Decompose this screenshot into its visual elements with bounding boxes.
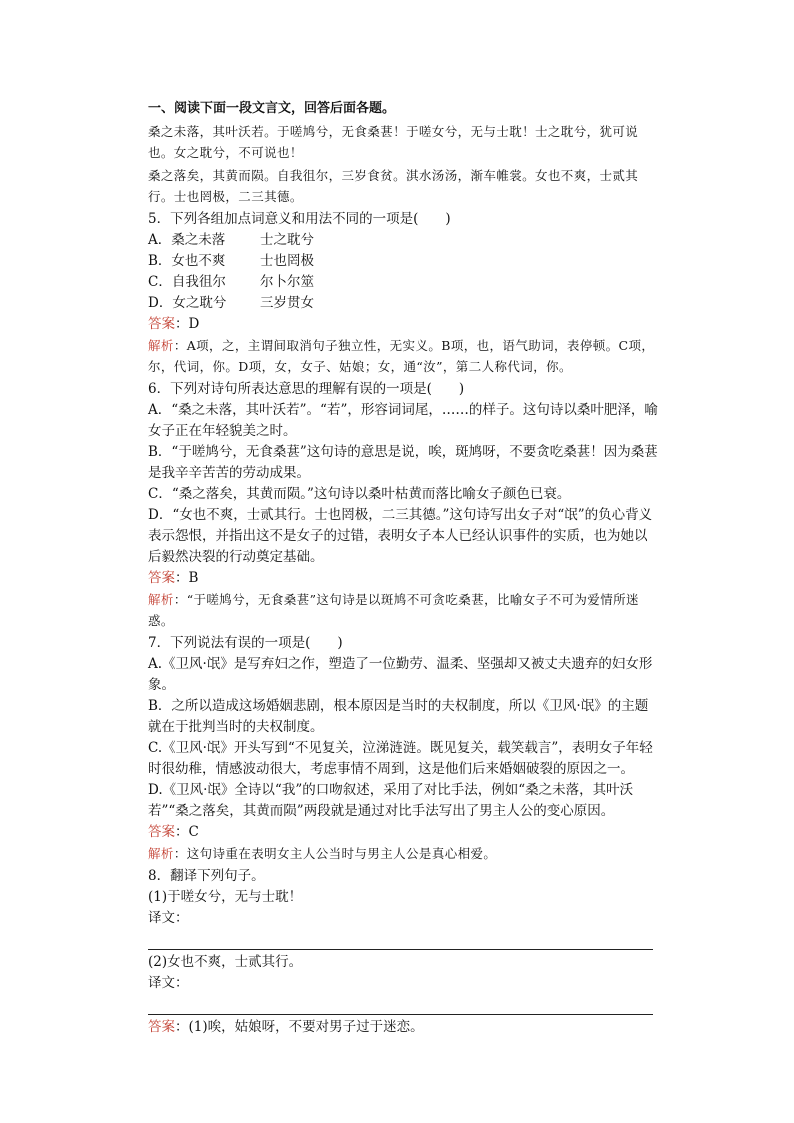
answer-line-2 <box>148 994 653 1015</box>
analysis-text: ：这句诗重在表明女主人公当时与男主人公是真心相爱。 <box>173 846 497 861</box>
answer-label: 答案 <box>148 824 175 840</box>
question-8-answer <box>148 1017 660 1038</box>
analysis-text: ：A项，之，主谓间取消句子独立性，无实义。B项，也，语气助词，表停顿。C项，尔，代词，你。D项，女，女子、姑娘；女，通“汝”，第二人称代词，你。 <box>148 338 655 374</box>
question-7-option-a: A.《卫风·氓》是写弃妇之作，塑造了一位勤劳、温柔、坚强却又被丈夫遗弃的妇女形象。 <box>148 656 653 693</box>
option-right: 士之耽兮 <box>260 232 314 248</box>
question-5-analysis <box>148 335 660 377</box>
analysis-label: 解析 <box>148 338 174 353</box>
question-6-stem: 6．下列对诗句所表达意思的理解有误的一项是( ) <box>148 381 465 397</box>
question-5-option-b <box>148 251 660 272</box>
question-5-option-a <box>148 230 660 251</box>
answer-label: 答案 <box>148 1019 175 1035</box>
analysis-label: 解析 <box>148 846 174 861</box>
option-right: 士也罔极 <box>260 253 314 269</box>
answer-text: ：D <box>175 316 200 332</box>
answer-text: ：C <box>175 824 199 840</box>
answer-label: 答案 <box>148 570 175 586</box>
question-6-answer <box>148 568 660 589</box>
question-7-option-c: C.《卫风·氓》开头写到“不见复关，泣涕涟涟。既见复关，载笑载言”，表明女子年轻时很幼稚，情感波动很大，考虑事情不周到，这是他们后来婚姻破裂的原因之一。 <box>148 740 653 777</box>
analysis-label: 解析 <box>148 592 174 607</box>
question-8-item-2: (2)女也不爽，士贰其行。 <box>148 954 303 970</box>
question-6-option-a: A．“桑之未落，其叶沃若”。“若”，形容词词尾，……的样子。这句诗以桑叶肥泽，喻女子正在年轻貌美之时。 <box>148 402 658 439</box>
document-body <box>148 98 660 1038</box>
question-5-stem: 5．下列各组加点词意义和用法不同的一项是( ) <box>148 211 451 227</box>
answer-label: 答案 <box>148 316 175 332</box>
question-5-option-d <box>148 293 660 314</box>
question-8-item-1: (1)于嗟女兮，无与士耽！ <box>148 889 303 905</box>
question-8-stem: 8．翻译下列句子。 <box>148 868 265 884</box>
question-5-answer <box>148 314 660 335</box>
question-6-option-c: C．“桑之落矣，其黄而陨。”这句诗以桑叶枯黄而落比喻女子颜色已衰。 <box>148 486 571 502</box>
question-6-analysis <box>148 589 660 631</box>
passage-paragraph-2: 桑之落矣，其黄而陨。自我徂尔，三岁食贫。淇水汤汤，渐车帷裳。女也不爽，士贰其行。士也罔极，二三其德。 <box>148 168 639 204</box>
option-left: A．桑之未落 <box>148 232 226 248</box>
question-5-option-c <box>148 272 660 293</box>
analysis-text: ：“于嗟鸠兮，无食桑葚”这句诗是以斑鸠不可贪吃桑葚，比喻女子不可为爱情所迷惑。 <box>148 592 639 628</box>
answer-text: ：B <box>175 570 199 586</box>
option-left: C．自我徂尔 <box>148 274 226 290</box>
question-8-translation-label-2: 译文： <box>148 975 189 991</box>
question-7-answer <box>148 822 660 843</box>
option-left: B．女也不爽 <box>148 253 226 269</box>
option-left: D．女之耽兮 <box>148 295 227 311</box>
section-heading: 一、阅读下面一段文言文，回答后面各题。 <box>148 101 396 116</box>
option-right: 尔卜尔筮 <box>260 274 314 290</box>
question-7-option-d: D.《卫风·氓》全诗以“我”的口吻叙述，采用了对比手法，例如“桑之未落，其叶沃若”“桑之落矣，其黄而陨”两段就是通过对比手法写出了男主人公的变心原因。 <box>148 782 634 819</box>
question-7-stem: 7．下列说法有误的一项是( ) <box>148 635 343 651</box>
question-6-option-d: D．“女也不爽，士贰其行。士也罔极，二三其德。”这句诗写出女子对“氓”的负心背义表示怨恨，并指出这不是女子的过错，表明女子本人已经认识事件的实质，也为她以后毅然决裂的行动奠定基础。 <box>148 507 653 565</box>
question-6-option-b: B．“于嗟鸠兮，无食桑葚”这句诗的意思是说，唉，斑鸠呀，不要贪吃桑葚！因为桑葚是我辛辛苦苦的劳动成果。 <box>148 444 658 481</box>
answer-line-1 <box>148 929 653 950</box>
passage-paragraph-1: 桑之未落，其叶沃若。于嗟鸠兮，无食桑葚！于嗟女兮，无与士耽！士之耽兮，犹可说也。女之耽兮，不可说也！ <box>148 124 639 160</box>
answer-text: ：(1)唉，姑娘呀，不要对男子过于迷恋。 <box>175 1019 424 1035</box>
option-right: 三岁贯女 <box>260 295 314 311</box>
question-7-option-b: B．之所以造成这场婚姻悲剧，根本原因是当时的夫权制度，所以《卫风·氓》的主题就在于批判当时的夫权制度。 <box>148 698 649 735</box>
question-8-translation-label-1: 译文： <box>148 910 189 926</box>
question-7-analysis <box>148 843 660 864</box>
